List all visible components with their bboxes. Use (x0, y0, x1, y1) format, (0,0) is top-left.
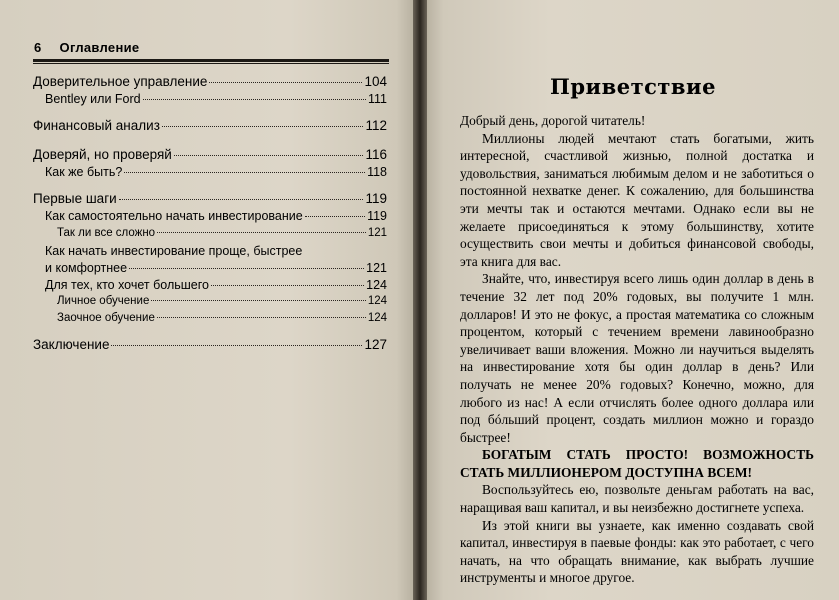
toc-entry: Доверяй, но проверяй 116 (33, 147, 387, 162)
toc-entry: Как самостоятельно начать инвестирование 119 (45, 209, 387, 223)
paragraph: Знайте, что, инвестируя всего лишь один доллар в день в течение 32 лет под 20% годовых, вы получите 1 млн. долларов! И это не фокус, а простая математика со сложным процентом, который с течением времени лавинообразно увеличивает ваши вложения. Можно ли научиться выделять на инвестирование хотя бы один доллар в день? Или получать не менее 20% годовых? Конечно, можно, для любого из нас! А если отчислять более одного доллара или под бóльший процент, создать миллион можно и гораздо быстрее! (460, 271, 814, 445)
chapter-title: Приветствие (550, 74, 716, 99)
paragraph: Воспользуйтесь ею, позвольте деньгам работать на вас, наращивая ваш капитал, и вы неизбежно достигнете успеха. (460, 482, 814, 516)
toc-entry: Как же быть? 118 (45, 165, 387, 179)
running-header (34, 40, 388, 55)
toc-entry: и комфортнее 121 (45, 261, 387, 275)
chapter-body (460, 112, 814, 587)
toc-entry: Заочное обучение 124 (57, 312, 387, 324)
toc-entry: Финансовый анализ 112 (33, 118, 387, 133)
toc-entry: Доверительное управление 104 (33, 74, 387, 89)
page-number: 6 (34, 40, 42, 55)
toc-entry: Личное обучение 124 (57, 295, 387, 307)
toc-entry: Bentley или Ford 111 (45, 92, 387, 106)
toc-entry: Для тех, кто хочет большего 124 (45, 278, 387, 292)
paragraph: Из этой книги вы узнаете, как именно создавать свой капитал, инвестируя в паевые фонды: как это работает, с чего начать, на что обращать внимание, как выбрать лучшие инструменты и многое другое. (460, 517, 814, 586)
header-rule-thin (33, 63, 389, 64)
paragraph: Добрый день, дорогой читатель! (460, 113, 646, 128)
book-gutter (413, 0, 427, 600)
paragraph: Миллионы людей мечтают стать богатыми, жить интересной, счастливой жизнью, полной достатка и удовольствия, заниматься любимым делом и не заботиться о постоянной нехватке денег. К сожалению, для большинства эти мечты так и остаются мечтами. Однако если вы не желаете присоединяться к этому большинству, хотите осуществить свои мечты и добиться финансовой свободы, эта книга для вас. (460, 130, 814, 269)
section-title: Оглавление (59, 40, 140, 55)
header-rule (33, 59, 389, 62)
paragraph-emphasis: БОГАТЫМ СТАТЬ ПРОСТО! ВОЗМОЖНОСТЬ СТАТЬ МИЛЛИОНЕРОМ ДОСТУПНА ВСЕМ! (460, 447, 814, 480)
toc-entry: Заключение 127 (33, 337, 387, 352)
toc-entry: Первые шаги 119 (33, 191, 387, 206)
toc-entry-continued: Как начать инвестирование проще, быстрее (45, 244, 303, 258)
toc-entry: Так ли все сложно 121 (57, 227, 387, 239)
